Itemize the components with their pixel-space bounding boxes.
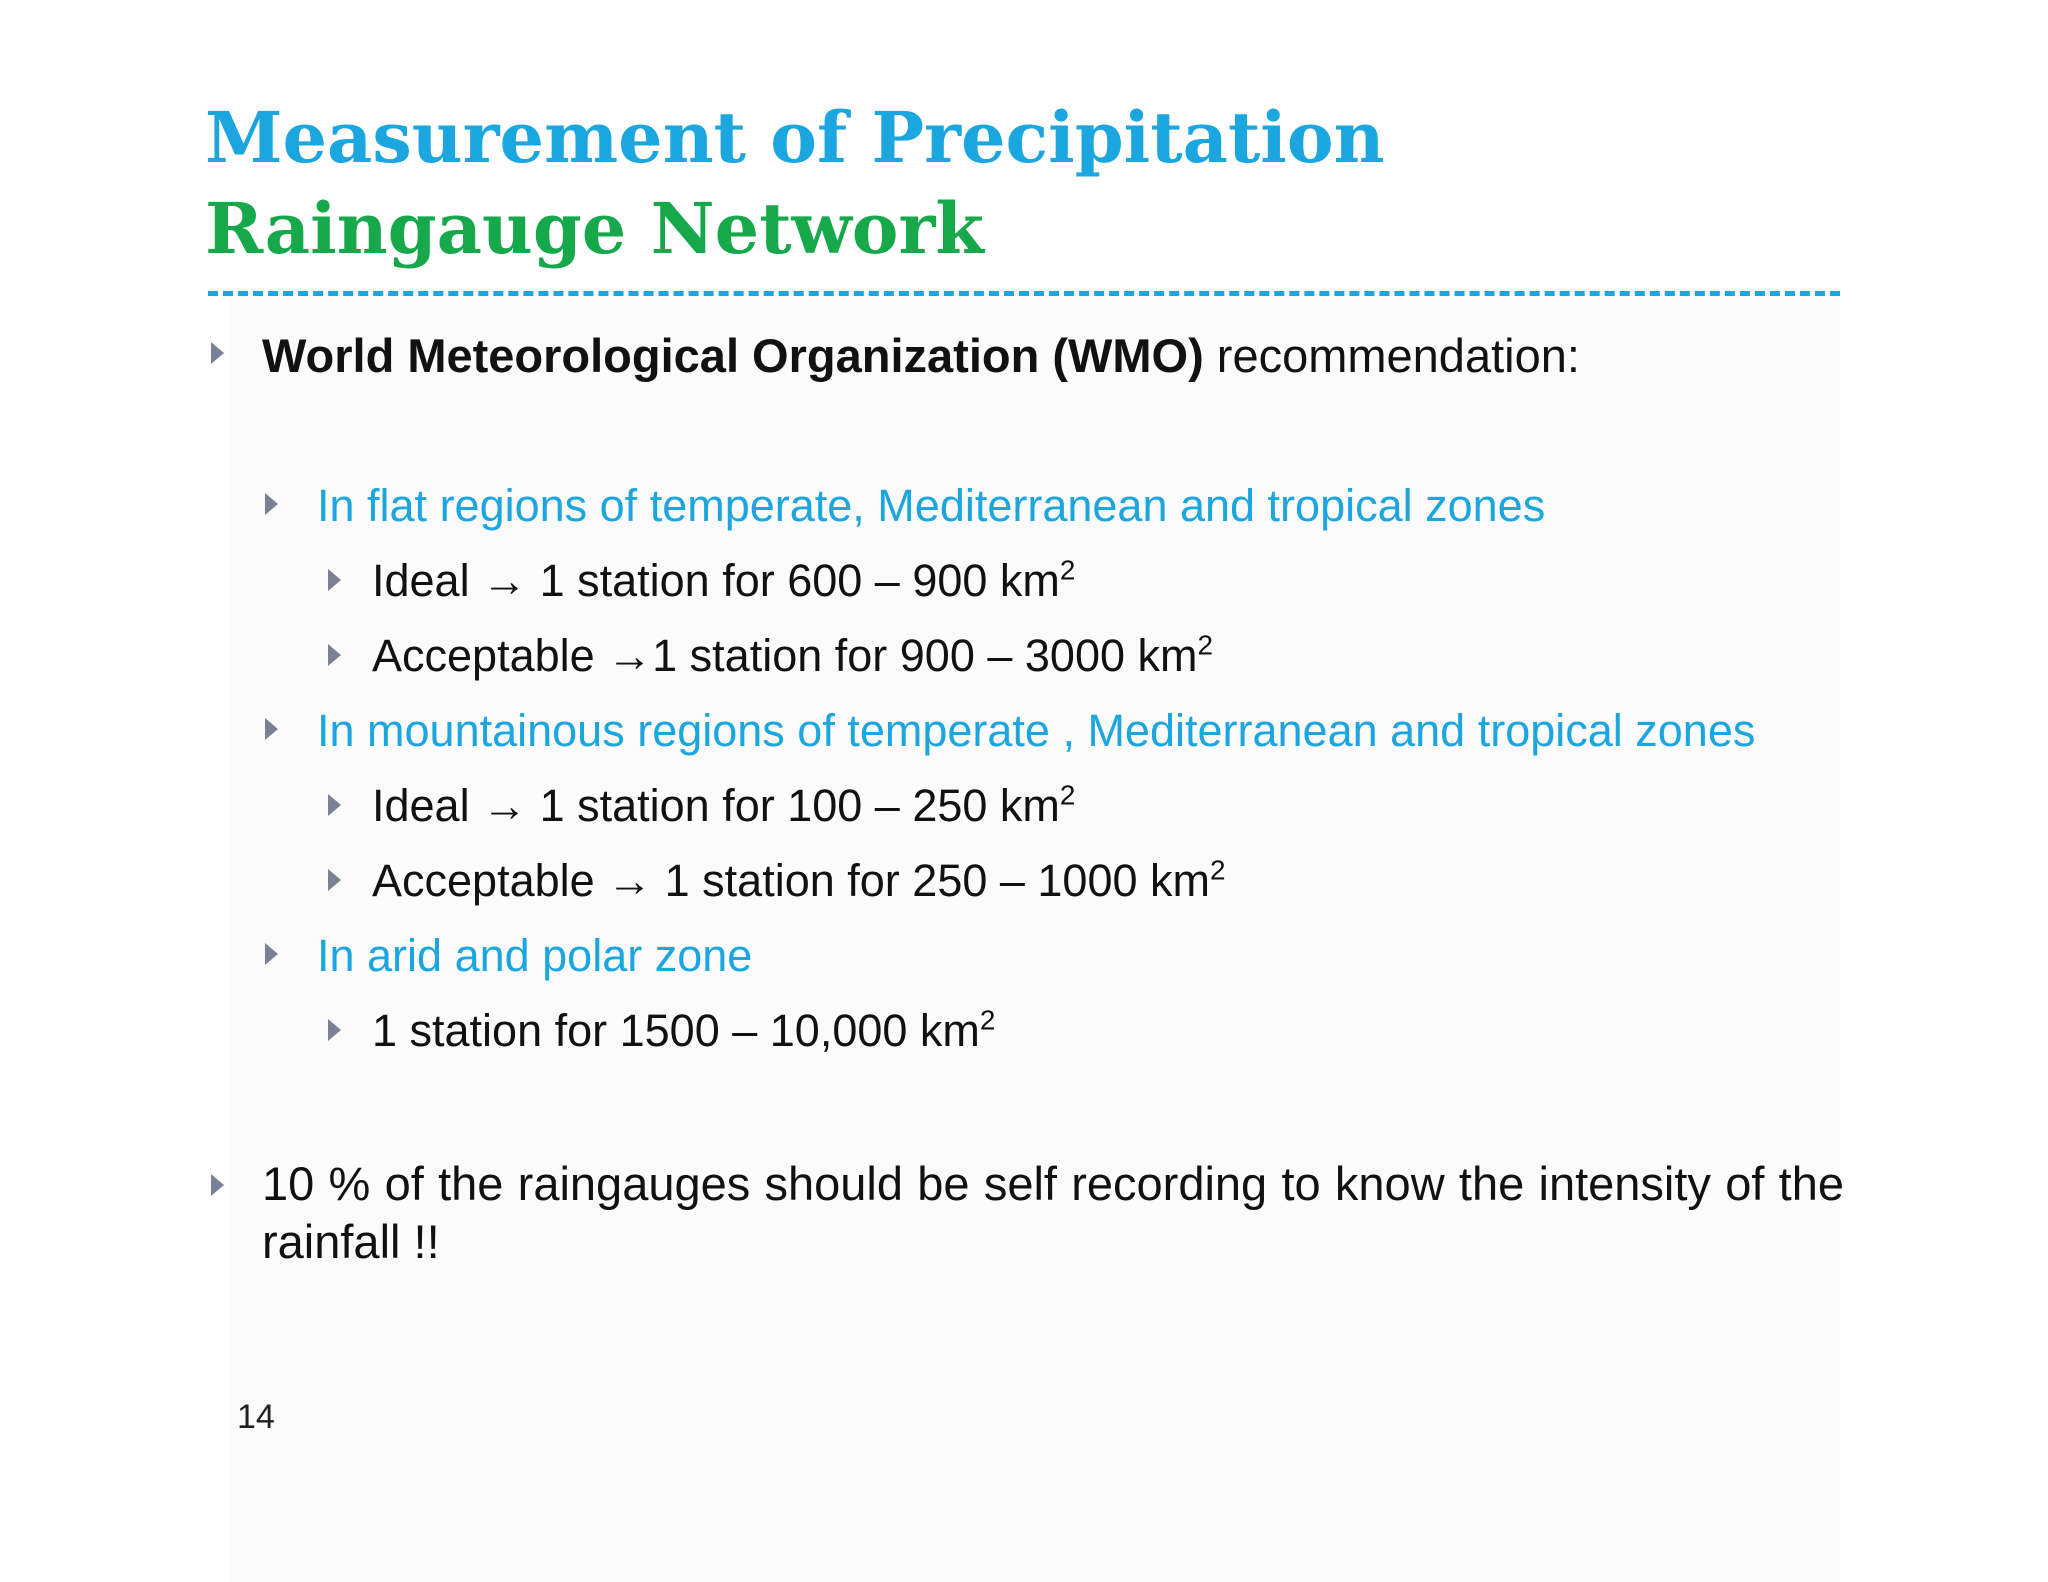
section-heading-arid: In arid and polar zone xyxy=(317,930,753,981)
list-item: Ideal → 1 station for 600 – 900 $km^2$ xyxy=(372,554,1076,606)
wmo-org-name: World Meteorological Organization (WMO) xyxy=(262,329,1204,382)
bullet-arrow-icon xyxy=(265,718,278,740)
slide-title: Measurement of Precipitation xyxy=(205,96,1385,179)
bullet-arrow-icon xyxy=(328,1019,341,1041)
bullet-arrow-icon xyxy=(328,794,341,816)
section-heading-mountainous: In mountainous regions of temperate , Mediterranean and tropical zones xyxy=(317,705,1756,756)
list-item: 1 station for 1500 – 10,000 $km^2$ xyxy=(372,1004,996,1056)
slide-subtitle: Raingauge Network xyxy=(205,187,984,270)
bullet-arrow-icon xyxy=(265,493,278,515)
list-item: Acceptable →1 station for 900 – 3000 $km^2$ xyxy=(372,629,1214,681)
bullet-arrow-icon xyxy=(211,342,224,364)
list-item: Ideal → 1 station for 100 – 250 $km^2$ xyxy=(372,779,1076,831)
bullet-arrow-icon xyxy=(328,569,341,591)
bullet-arrow-icon xyxy=(328,644,341,666)
page-number: 14 xyxy=(237,1398,275,1436)
section-heading-flat: In flat regions of temperate, Mediterranean and tropical zones xyxy=(317,480,1546,531)
self-recording-note: 10 % of the raingauges should be self recording to know the intensity of the rainfall !! xyxy=(262,1157,1844,1268)
wmo-bullet xyxy=(262,329,1580,382)
bullet-arrow-icon xyxy=(328,869,341,891)
bullet-arrow-icon xyxy=(265,943,278,965)
dashed-divider xyxy=(208,291,1840,296)
bullet-arrow-icon xyxy=(211,1174,224,1196)
list-item: Acceptable → 1 station for 250 – 1000 $km^2$ xyxy=(372,854,1226,906)
wmo-recommendation-label: recommendation: xyxy=(1203,329,1580,382)
